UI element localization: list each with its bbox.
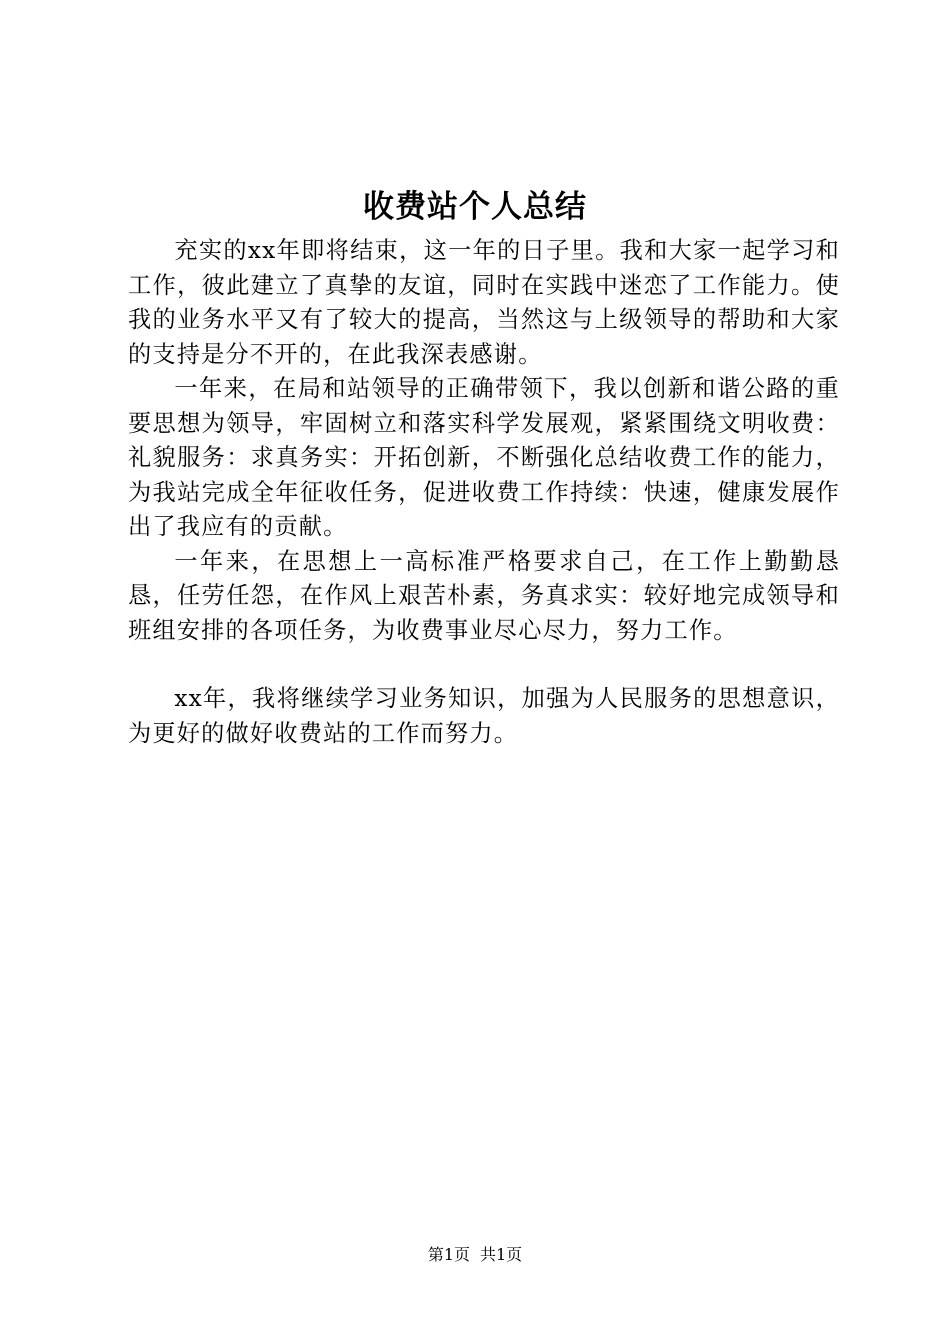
paragraph-4: xx年，我将继续学习业务知识，加强为人民服务的思想意识，为更好的做好收费站的工作而努力。 <box>128 685 840 747</box>
document-title: 收费站个人总结 <box>363 189 587 225</box>
page-footer <box>0 1244 950 1266</box>
paragraph-1: 充实的xx年即将结束，这一年的日子里。我和大家一起学习和工作，彼此建立了真挚的友谊，同时在实践中迷恋了工作能力。使我的业务水平又有了较大的提高，当然这与上级领导的帮助和大家的支持是分不开的，在此我深表感谢。 <box>128 237 840 368</box>
paragraph-2: 一年来，在局和站领导的正确带领下，我以创新和谐公路的重要思想为领导，牢固树立和落实科学发展观，紧紧围绕文明收费：礼貌服务：求真务实：开拓创新，不断强化总结收费工作的能力，为我站完成全年征收任务，促进收费工作持续：快速，健康发展作出了我应有的贡献。 <box>128 375 840 540</box>
page-number-total: 共1页 <box>480 1245 523 1264</box>
paragraph-3: 一年来，在思想上一高标准严格要求自己，在工作上勤勤恳恳，任劳任怨，在作风上艰苦朴素，务真求实：较好地完成领导和班组安排的各项任务，为收费事业尽心尽力，努力工作。 <box>128 547 840 644</box>
document-body <box>128 234 840 751</box>
page-number-current: 第1页 <box>427 1245 470 1264</box>
